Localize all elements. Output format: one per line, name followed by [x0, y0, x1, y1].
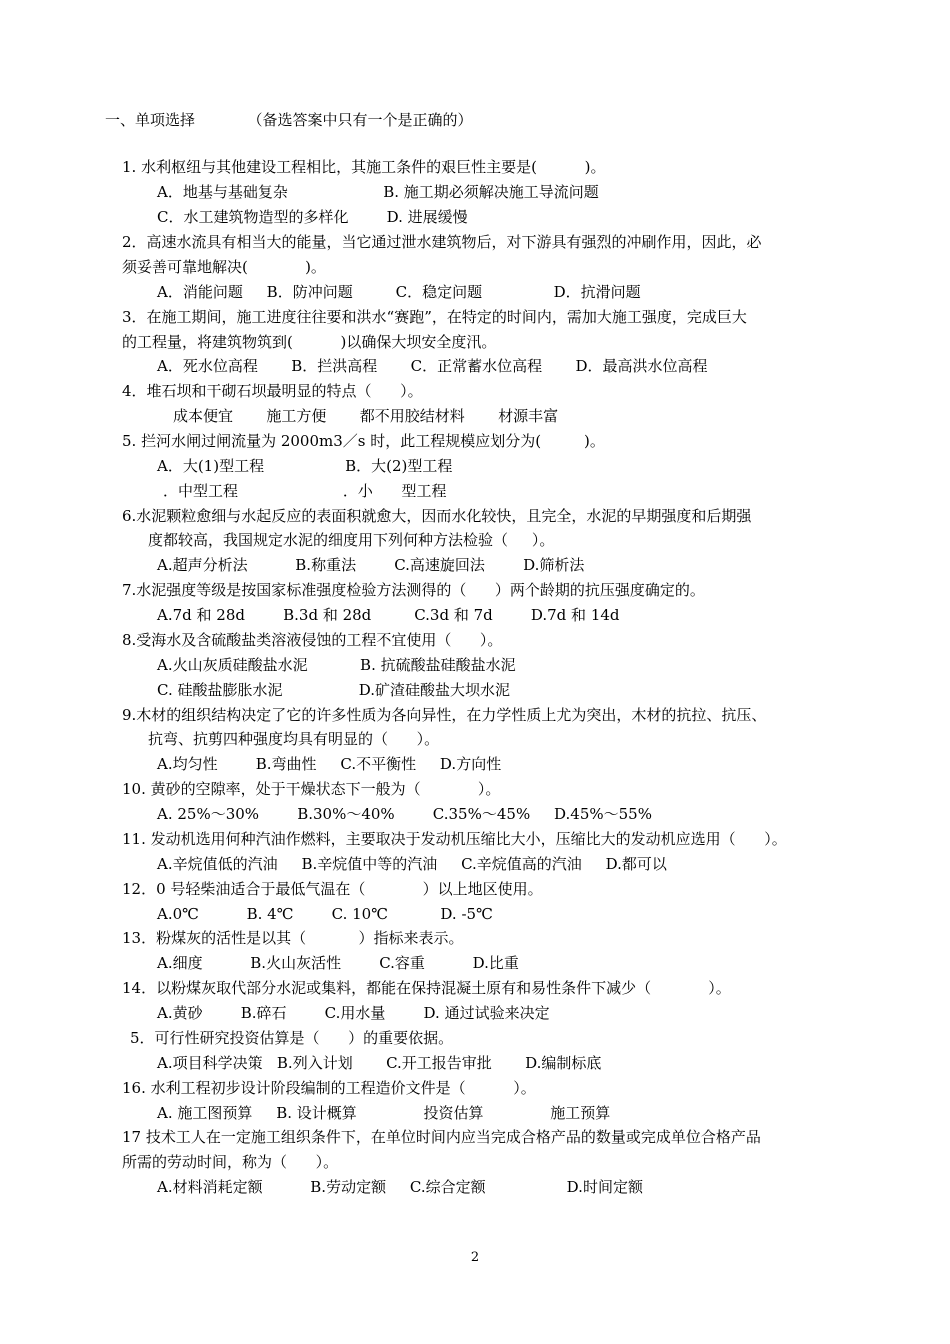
text-line: A.均匀性 B.弯曲性 C.不平衡性 D.方向性	[157, 755, 502, 773]
text-line: 13．粉煤灰的活性是以其（ ）指标来表示。	[122, 929, 464, 947]
text-line: C. 硅酸盐膨胀水泥 D.矿渣硅酸盐大坝水泥	[157, 681, 511, 699]
text-line: 17 技术工人在一定施工组织条件下，在单位时间内应当完成合格产品的数量或完成单位合格产品	[122, 1128, 761, 1146]
text-line: 5．可行性研究投资估算是（ ）的重要依据。	[130, 1029, 454, 1047]
text-line: A.材料消耗定额 B.劳动定额 C.综合定额 D.时间定额	[157, 1178, 643, 1196]
text-line: 7.水泥强度等级是按国家标准强度检验方法测得的（ ）两个龄期的抗压强度确定的。	[122, 581, 705, 599]
text-line: A. 25%～30% B.30%～40% C.35%～45% D.45%～55%	[157, 805, 652, 823]
text-line: A.超声分析法 B.称重法 C.高速旋回法 D.筛析法	[157, 556, 585, 574]
text-line: A．死水位高程 B．拦洪高程 C．正常蓄水位高程 D．最高洪水位高程	[157, 357, 708, 375]
text-line: A.0℃ B. 4℃ C. 10℃ D. -5℃	[157, 905, 493, 923]
text-line: 9.木材的组织结构决定了它的许多性质为各向异性，在力学性质上尤为突出，木材的抗拉、抗压、	[122, 706, 767, 724]
text-line: 14．以粉煤灰取代部分水泥或集料，都能在保持混凝土原有和易性条件下减少（ ）。	[122, 979, 731, 997]
text-line: C．水工建筑物造型的多样化 D. 进展缓慢	[157, 208, 468, 226]
text-line: 16. 水利工程初步设计阶段编制的工程造价文件是（ ）。	[122, 1079, 536, 1097]
text-line: 2．高速水流具有相当大的能量，当它通过泄水建筑物后，对下游具有强烈的冲刷作用，因此，必	[122, 233, 762, 251]
text-line: 度都较高，我国规定水泥的细度用下列何种方法检验（ ）。	[148, 531, 555, 549]
text-line: A．地基与基础复杂 B. 施工期必须解决施工导流问题	[157, 183, 599, 201]
text-line: A.细度 B.火山灰活性 C.容重 D.比重	[157, 954, 519, 972]
text-line: 12．0 号轻柴油适合于最低气温在（ ）以上地区使用。	[122, 880, 543, 898]
text-line: A．大(1)型工程 B．大(2)型工程	[157, 457, 453, 475]
text-line: A．消能问题 B．防冲问题 C．稳定问题 D．抗滑问题	[157, 283, 641, 301]
text-line: 3．在施工期间，施工进度往往要和洪水“赛跑”，在特定的时间内，需加大施工强度，完成巨大	[122, 308, 747, 326]
text-line: 10. 黄砂的空隙率，处于干燥状态下一般为（ ）。	[122, 780, 501, 798]
text-line: 11. 发动机选用何种汽油作燃料，主要取决于发动机压缩比大小，压缩比大的发动机应选用（ ）。	[122, 830, 787, 848]
text-line: 须妥善可靠地解决( )。	[122, 258, 326, 276]
text-line: ．中型工程 ．小 型工程	[163, 482, 447, 500]
text-line: 成本便宜 施工方便 都不用胶结材料 材源丰富	[173, 407, 559, 425]
text-line: 抗弯、抗剪四种强度均具有明显的（ ）。	[148, 730, 440, 748]
page-number: 2	[470, 1250, 480, 1265]
text-line: 1. 水利枢纽与其他建设工程相比，其施工条件的艰巨性主要是( )。	[122, 158, 606, 176]
text-line: A.7d 和 28d B.3d 和 28d C.3d 和 7d D.7d 和 14d	[157, 606, 620, 624]
text-line: A. 施工图预算 B. 设计概算 投资估算 施工预算	[157, 1104, 611, 1122]
text-line: A.火山灰质硅酸盐水泥 B. 抗硫酸盐硅酸盐水泥	[157, 656, 516, 674]
text-line: A.项目科学决策 B.列入计划 C.开工报告审批 D.编制标底	[157, 1054, 602, 1072]
text-line: 5. 拦河水闸过闸流量为 2000m3／s 时，此工程规模应划分为( )。	[122, 432, 605, 450]
text-line: 6.水泥颗粒愈细与水起反应的表面积就愈大，因而水化较快，且完全，水泥的早期强度和后期强	[122, 507, 752, 525]
text-line: A.辛烷值低的汽油 B.辛烷值中等的汽油 C.辛烷值高的汽油 D.都可以	[157, 855, 667, 873]
text-line: 4．堆石坝和干砌石坝最明显的特点（ ）。	[122, 382, 423, 400]
text-line: 的工程量，将建筑物筑到( )以确保大坝安全度汛。	[122, 333, 497, 351]
text-line: 8.受海水及含硫酸盐类溶液侵蚀的工程不宜使用（ ）。	[122, 631, 503, 649]
text-line: 所需的劳动时间，称为（ ）。	[122, 1153, 339, 1171]
section-heading: 一、单项选择 （备选答案中只有一个是正确的）	[105, 111, 473, 129]
text-line: A.黄砂 B.碎石 C.用水量 D. 通过试验来决定	[157, 1004, 550, 1022]
